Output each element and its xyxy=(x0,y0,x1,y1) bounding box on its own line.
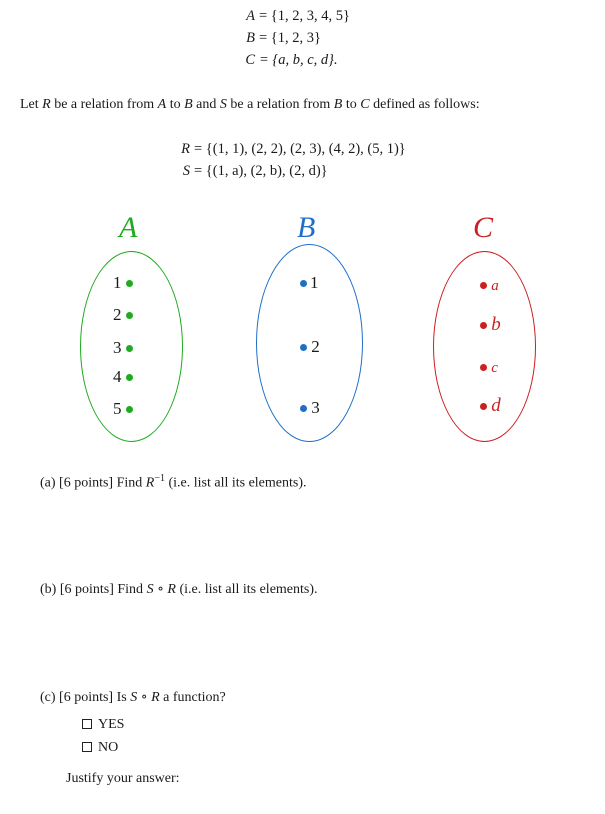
question-c-suffix: a function? xyxy=(159,690,226,705)
set-c-element-c-dot xyxy=(480,364,487,371)
relation-r-symbol: R xyxy=(181,141,190,157)
question-c-symbol: S ∘ R xyxy=(130,690,160,705)
set-c-element-a-label: a xyxy=(491,278,499,294)
question-b-symbol: S ∘ R xyxy=(146,582,176,597)
set-b-element-3-dot xyxy=(300,405,307,412)
set-c-element-b-label: b xyxy=(491,314,501,335)
set-b-element-2-label: 2 xyxy=(311,337,320,356)
set-b-element-2 xyxy=(300,337,320,357)
option-yes[interactable] xyxy=(82,717,124,733)
question-b-suffix: (i.e. list all its elements). xyxy=(175,582,318,597)
intro-sentence xyxy=(20,97,480,113)
diagram-label-c: C xyxy=(473,211,494,244)
set-c-element-b-dot xyxy=(480,322,487,329)
set-b-element-2-dot xyxy=(300,344,307,351)
set-c-element-d-label: d xyxy=(491,395,501,416)
set-a-element-3-dot xyxy=(126,345,133,352)
set-a-element-5-label: 5 xyxy=(113,399,122,418)
set-b-value: = {1, 2, 3} xyxy=(259,30,321,46)
set-a-value: = {1, 2, 3, 4, 5} xyxy=(259,8,350,24)
set-c-symbol: C xyxy=(245,52,255,68)
question-a-superscript: −1 xyxy=(154,473,165,484)
set-b-element-1-dot xyxy=(300,280,307,287)
intro-text-6: to xyxy=(342,97,361,112)
set-c-element-c xyxy=(480,357,498,377)
set-c-element-d-dot xyxy=(480,403,487,410)
set-a-element-2-label: 2 xyxy=(113,305,122,324)
set-a-element-3-label: 3 xyxy=(113,338,122,357)
set-a-element-2-dot xyxy=(126,312,133,319)
relation-r-value: = {(1, 1), (2, 2), (2, 3), (4, 2), (5, 1)} xyxy=(194,141,406,157)
set-b-symbol: B xyxy=(246,30,255,46)
set-c-element-b xyxy=(480,314,501,336)
intro-text-5: be a relation from xyxy=(226,97,334,112)
set-c-element-d xyxy=(480,395,501,417)
question-b-prefix: (b) [6 points] Find xyxy=(40,582,147,597)
no-checkbox[interactable] xyxy=(82,742,92,752)
set-c-value: = {a, b, c, d}. xyxy=(259,52,338,68)
question-a xyxy=(40,473,307,492)
set-a-element-3 xyxy=(113,338,133,358)
set-b-element-1-label: 1 xyxy=(310,273,319,292)
intro-text-7: defined as follows: xyxy=(369,97,480,112)
set-b-element-1 xyxy=(300,273,319,293)
intro-text-3: to xyxy=(166,97,185,112)
set-c-element-a-dot xyxy=(480,282,487,289)
option-no[interactable] xyxy=(82,740,118,756)
question-c xyxy=(40,689,226,706)
set-a-element-4-dot xyxy=(126,374,133,381)
set-a-element-1 xyxy=(113,273,133,293)
intro-r: R xyxy=(42,97,51,112)
intro-b: B xyxy=(184,97,193,112)
set-a-element-1-label: 1 xyxy=(113,273,122,292)
question-c-prefix: (c) [6 points] Is xyxy=(40,690,131,705)
intro-s: S xyxy=(219,97,227,112)
set-a-symbol: A xyxy=(246,8,255,24)
set-c-element-c-label: c xyxy=(491,360,498,376)
set-b-element-3-label: 3 xyxy=(311,398,320,417)
option-yes-label: YES xyxy=(98,717,125,732)
set-a-element-5 xyxy=(113,399,133,419)
question-a-suffix: (i.e. list all its elements). xyxy=(164,475,307,491)
set-a-element-5-dot xyxy=(126,406,133,413)
intro-b2: B xyxy=(333,97,343,112)
diagram-label-b: B xyxy=(297,211,316,244)
set-a-element-4-label: 4 xyxy=(113,367,122,386)
question-a-symbol: R xyxy=(145,475,155,491)
relation-s-value: = {(1, a), (2, b), (2, d)} xyxy=(194,163,328,179)
intro-c: C xyxy=(360,97,370,112)
set-b-element-3 xyxy=(300,398,320,418)
set-a-element-1-dot xyxy=(126,280,133,287)
yes-checkbox[interactable] xyxy=(82,719,92,729)
intro-text-1: Let xyxy=(20,97,43,112)
set-c-element-a xyxy=(480,275,499,295)
question-b xyxy=(40,581,318,598)
relation-s-symbol: S xyxy=(182,163,190,179)
intro-text-4: and xyxy=(192,97,220,112)
option-no-label: NO xyxy=(98,740,119,755)
justify-prompt: Justify your answer: xyxy=(66,771,180,786)
intro-a: A xyxy=(157,97,167,112)
set-a-element-2 xyxy=(113,305,133,325)
intro-text-2: be a relation from xyxy=(50,97,158,112)
diagram-label-a: A xyxy=(119,211,138,244)
question-a-prefix: (a) [6 points] Find xyxy=(40,475,146,491)
set-a-element-4 xyxy=(113,367,133,387)
